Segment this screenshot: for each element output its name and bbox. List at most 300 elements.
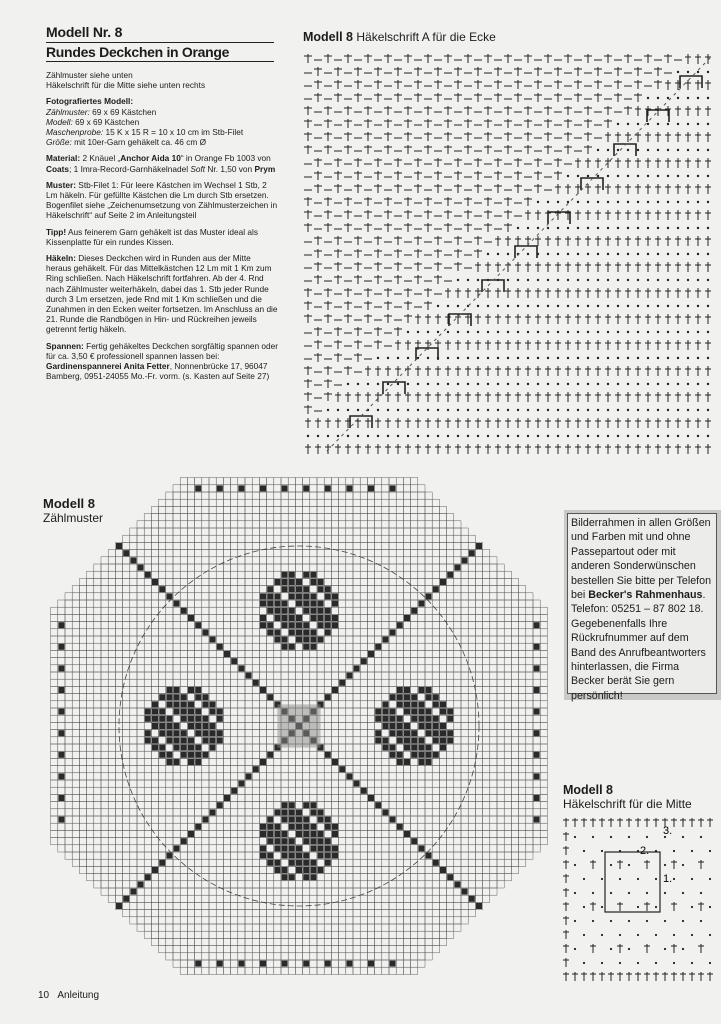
grid-cell <box>115 571 122 578</box>
grid-cell <box>223 607 230 614</box>
grid-cell <box>497 607 504 614</box>
grid-cell <box>447 593 454 600</box>
grid-cell <box>447 514 454 521</box>
grid-cell <box>259 708 266 715</box>
chain-dot <box>617 383 619 385</box>
chain-dot <box>457 383 459 385</box>
grid-cell <box>231 485 238 492</box>
grid-cell <box>367 751 374 758</box>
grid-cell <box>310 550 317 557</box>
grid-cell <box>245 737 252 744</box>
grid-cell <box>216 744 223 751</box>
grid-cell <box>331 499 338 506</box>
grid-cell <box>259 737 266 744</box>
grid-cell <box>130 823 137 830</box>
grid-cell <box>310 780 317 787</box>
grid-cell <box>216 787 223 794</box>
grid-cell <box>375 586 382 593</box>
grid-cell <box>274 550 281 557</box>
grid-cell <box>324 492 331 499</box>
chain-dot <box>657 227 659 229</box>
grid-cell <box>94 665 101 672</box>
grid-cell <box>497 658 504 665</box>
chain-dot <box>527 227 529 229</box>
grid-cell <box>101 758 108 765</box>
grid-cell <box>454 744 461 751</box>
chain-dot <box>407 331 409 333</box>
grid-cell <box>511 708 518 715</box>
grid-cell <box>432 506 439 513</box>
grid-cell <box>346 650 353 657</box>
grid-cell <box>324 499 331 506</box>
chain-dot <box>567 331 569 333</box>
chain-dot <box>497 253 499 255</box>
grid-cell <box>403 564 410 571</box>
grid-cell <box>259 607 266 614</box>
grid-cell <box>274 794 281 801</box>
grid-cell <box>519 679 526 686</box>
grid-cell <box>288 514 295 521</box>
grid-cell <box>209 794 216 801</box>
grid-cell <box>483 622 490 629</box>
grid-cell <box>317 564 324 571</box>
chain-dot <box>427 383 429 385</box>
grid-cell <box>490 571 497 578</box>
grid-cell <box>65 614 72 621</box>
chain-dot <box>687 123 689 125</box>
grid-cell <box>238 701 245 708</box>
grid-cell <box>504 730 511 737</box>
grid-cell <box>511 614 518 621</box>
grid-cell <box>483 751 490 758</box>
grid-cell <box>274 816 281 823</box>
grid-cell <box>202 478 209 485</box>
chain-dot <box>677 383 679 385</box>
grid-cell <box>403 629 410 636</box>
grid-cell <box>396 636 403 643</box>
grid-cell <box>79 629 86 636</box>
grid-cell <box>79 578 86 585</box>
grid-cell <box>202 787 209 794</box>
grid-cell <box>173 514 180 521</box>
grid-cell <box>151 521 158 528</box>
chain-dot <box>487 305 489 307</box>
grid-cell <box>79 794 86 801</box>
grid-cell <box>504 773 511 780</box>
grid-cell <box>180 636 187 643</box>
grid-cell <box>331 636 338 643</box>
grid-cell <box>187 514 194 521</box>
grid-cell <box>245 492 252 499</box>
photo-model-paragraph <box>46 96 278 147</box>
grid-cell <box>461 528 468 535</box>
grid-cell <box>324 528 331 535</box>
grid-cell <box>216 499 223 506</box>
grid-cell <box>65 787 72 794</box>
grid-cell <box>159 780 166 787</box>
grid-cell <box>425 766 432 773</box>
chain-dot <box>467 331 469 333</box>
corner-crochet-diagram <box>300 48 721 460</box>
grid-cell <box>519 802 526 809</box>
grid-cell <box>339 737 346 744</box>
grid-cell <box>245 823 252 830</box>
grid-cell <box>137 686 144 693</box>
grid-cell <box>346 550 353 557</box>
grid-cell <box>447 744 454 751</box>
grid-cell <box>151 802 158 809</box>
grid-cell <box>511 737 518 744</box>
grid-cell <box>418 578 425 585</box>
grid-cell <box>475 794 482 801</box>
grid-cell <box>209 643 216 650</box>
grid-cell <box>360 694 367 701</box>
grid-cell <box>238 658 245 665</box>
grid-cell <box>202 492 209 499</box>
grid-cell <box>346 708 353 715</box>
grid-cell <box>339 506 346 513</box>
grid-cell <box>483 780 490 787</box>
grid-cell <box>454 586 461 593</box>
grid-cell <box>245 730 252 737</box>
grid-cell <box>202 499 209 506</box>
grid-cell <box>475 636 482 643</box>
grid-cell <box>281 514 288 521</box>
grid-cell <box>123 744 130 751</box>
grid-cell <box>288 636 295 643</box>
grid-cell <box>411 586 418 593</box>
grid-cell <box>209 686 216 693</box>
grid-cell <box>360 485 367 492</box>
chain-dot <box>457 357 459 359</box>
grid-cell <box>115 823 122 830</box>
chain-dot <box>317 435 319 437</box>
grid-cell <box>375 758 382 765</box>
grid-cell <box>324 766 331 773</box>
grid-cell <box>202 564 209 571</box>
grid-cell <box>461 802 468 809</box>
chain-dot <box>587 383 589 385</box>
grid-cell <box>396 802 403 809</box>
grid-cell <box>87 823 94 830</box>
grid-cell <box>310 758 317 765</box>
grid-cell <box>403 492 410 499</box>
grid-cell <box>519 766 526 773</box>
grid-cell <box>411 478 418 485</box>
grid-cell <box>447 794 454 801</box>
grid-cell <box>360 715 367 722</box>
grid-cell <box>382 679 389 686</box>
grid-cell <box>310 499 317 506</box>
grid-cell <box>223 730 230 737</box>
zaehlmuster-label: Zählmuster: <box>46 106 90 117</box>
grid-cell <box>223 780 230 787</box>
grid-cell <box>144 766 151 773</box>
grid-cell <box>346 694 353 701</box>
grid-cell <box>137 535 144 542</box>
grid-cell <box>259 650 266 657</box>
grid-cell <box>216 722 223 729</box>
grid-cell <box>324 809 331 816</box>
grid-cell <box>310 485 317 492</box>
grid-cell <box>231 715 238 722</box>
grid-cell <box>382 542 389 549</box>
grid-cell <box>58 629 65 636</box>
grid-cell <box>72 758 79 765</box>
grid-cell <box>223 586 230 593</box>
grid-cell <box>137 730 144 737</box>
grid-cell <box>238 622 245 629</box>
grid-cell <box>339 571 346 578</box>
grid-cell <box>166 542 173 549</box>
grid-cell <box>432 686 439 693</box>
grid-cell <box>331 737 338 744</box>
grid-cell <box>346 751 353 758</box>
grid-cell <box>454 521 461 528</box>
grid-cell <box>382 557 389 564</box>
grid-cell <box>382 686 389 693</box>
grid-cell <box>65 816 72 823</box>
grid-cell <box>411 665 418 672</box>
grid-cell <box>295 499 302 506</box>
grid-cell <box>223 766 230 773</box>
grid-cell <box>87 802 94 809</box>
grid-cell <box>216 816 223 823</box>
grid-cell <box>231 514 238 521</box>
grid-cell <box>267 506 274 513</box>
chain-dot <box>617 279 619 281</box>
chain-dot <box>687 253 689 255</box>
grid-cell <box>180 564 187 571</box>
grid-cell <box>346 542 353 549</box>
grid-cell <box>396 593 403 600</box>
grid-cell <box>58 607 65 614</box>
grid-cell <box>79 643 86 650</box>
grid-cell <box>526 694 533 701</box>
grid-cell <box>173 607 180 614</box>
grid-cell <box>389 758 396 765</box>
grid-cell <box>533 758 540 765</box>
grid-cell <box>303 787 310 794</box>
grid-cell <box>353 499 360 506</box>
grid-cell <box>159 679 166 686</box>
grid-cell <box>475 629 482 636</box>
grid-cell <box>353 751 360 758</box>
grid-cell <box>411 492 418 499</box>
grid-cell <box>403 514 410 521</box>
grid-cell <box>468 809 475 816</box>
grid-cell <box>79 708 86 715</box>
corner-diagram-graphic <box>300 48 721 460</box>
grid-cell <box>94 787 101 794</box>
grid-cell <box>403 643 410 650</box>
grid-cell <box>382 578 389 585</box>
chain-dot <box>677 227 679 229</box>
grid-cell <box>259 499 266 506</box>
grid-cell <box>490 586 497 593</box>
grid-cell <box>475 650 482 657</box>
grid-cell <box>173 542 180 549</box>
grid-cell <box>295 643 302 650</box>
grid-cell <box>360 730 367 737</box>
chain-dot <box>517 305 519 307</box>
grid-cell <box>79 773 86 780</box>
grid-cell <box>468 535 475 542</box>
grid-cell <box>339 715 346 722</box>
grid-cell <box>166 679 173 686</box>
grid-cell <box>187 679 194 686</box>
grid-cell <box>173 629 180 636</box>
grid-cell <box>360 751 367 758</box>
chain-dot <box>667 357 669 359</box>
grid-cell <box>65 744 72 751</box>
corner-bracket <box>680 76 702 88</box>
grid-cell <box>425 571 432 578</box>
grid-cell <box>447 650 454 657</box>
grid-cell <box>151 751 158 758</box>
grid-cell <box>187 492 194 499</box>
grid-cell <box>382 593 389 600</box>
grid-cell <box>310 694 317 701</box>
grid-cell <box>295 571 302 578</box>
grid-cell <box>331 564 338 571</box>
grid-cell <box>159 802 166 809</box>
chain-dot <box>597 409 599 411</box>
grid-cell <box>418 650 425 657</box>
grid-cell <box>274 514 281 521</box>
grid-cell <box>367 694 374 701</box>
chain-dot <box>647 383 649 385</box>
grid-cell <box>180 672 187 679</box>
grid-cell <box>87 794 94 801</box>
maschenprobe-value: 15 K x 15 R = 10 x 10 cm im Stb-Filet <box>105 127 244 138</box>
grid-cell <box>432 521 439 528</box>
grid-cell <box>72 600 79 607</box>
grid-cell <box>432 593 439 600</box>
grid-cell <box>483 550 490 557</box>
grid-cell <box>533 672 540 679</box>
grid-cell <box>51 737 58 744</box>
grid-cell <box>303 679 310 686</box>
grid-cell <box>425 773 432 780</box>
grid-cell <box>303 506 310 513</box>
grid-cell <box>159 514 166 521</box>
grid-cell <box>274 672 281 679</box>
grid-cell <box>382 658 389 665</box>
grid-cell <box>403 550 410 557</box>
grid-cell <box>504 694 511 701</box>
chain-dot <box>687 201 689 203</box>
grid-cell <box>267 528 274 535</box>
grid-cell <box>173 658 180 665</box>
grid-cell <box>310 521 317 528</box>
grid-cell <box>497 715 504 722</box>
grid-cell <box>360 672 367 679</box>
grid-cell <box>151 787 158 794</box>
chain-dot <box>397 383 399 385</box>
grid-cell <box>108 665 115 672</box>
grid-cell <box>497 643 504 650</box>
grid-cell <box>166 802 173 809</box>
grid-cell <box>216 672 223 679</box>
grid-cell <box>339 550 346 557</box>
grid-cell <box>159 521 166 528</box>
grid-cell <box>475 658 482 665</box>
grid-cell <box>439 672 446 679</box>
grid-cell <box>526 794 533 801</box>
grid-cell <box>295 780 302 787</box>
grid-cell <box>137 586 144 593</box>
chain-dot <box>557 357 559 359</box>
grid-cell <box>209 665 216 672</box>
spannen-text: , Nonnenbrücke 17, 96047 Bamberg, 0951-24055 Mo.-Fr. vorm. (s. Kasten auf Seite 27) <box>46 361 270 382</box>
grid-cell <box>94 773 101 780</box>
grid-cell <box>353 506 360 513</box>
chain-dot <box>697 71 699 73</box>
grid-cell <box>331 643 338 650</box>
grid-cell <box>432 550 439 557</box>
grid-cell <box>418 614 425 621</box>
grid-cell <box>483 679 490 686</box>
grid-cell <box>475 744 482 751</box>
grid-cell <box>159 794 166 801</box>
grid-cell <box>389 650 396 657</box>
grid-cell <box>187 600 194 607</box>
grid-cell <box>238 593 245 600</box>
grid-cell <box>519 816 526 823</box>
grid-cell <box>454 636 461 643</box>
grid-cell <box>231 629 238 636</box>
grid-cell <box>353 607 360 614</box>
grid-cell <box>382 492 389 499</box>
grid-cell <box>367 600 374 607</box>
grid-cell <box>130 607 137 614</box>
grid-cell <box>331 650 338 657</box>
grid-cell <box>310 658 317 665</box>
grid-cell <box>353 586 360 593</box>
grid-cell <box>79 802 86 809</box>
chain-dot <box>597 331 599 333</box>
grid-cell <box>108 622 115 629</box>
grid-cell <box>259 514 266 521</box>
grid-cell <box>360 766 367 773</box>
grid-cell <box>252 802 259 809</box>
chain-dot <box>697 331 699 333</box>
grid-cell <box>202 636 209 643</box>
grid-cell <box>231 816 238 823</box>
grid-cell <box>389 542 396 549</box>
grid-cell <box>101 751 108 758</box>
grid-cell <box>94 571 101 578</box>
chart-caption: Zählmuster <box>43 511 104 525</box>
grid-cell <box>461 816 468 823</box>
grid-cell <box>432 571 439 578</box>
grid-cell <box>238 823 245 830</box>
grid-cell <box>288 658 295 665</box>
grid-cell <box>58 823 65 830</box>
grid-cell <box>195 701 202 708</box>
grid-cell <box>94 672 101 679</box>
grid-cell <box>202 802 209 809</box>
grid-cell <box>490 679 497 686</box>
grid-cell <box>288 751 295 758</box>
chain-dot <box>427 331 429 333</box>
chain-dot <box>607 383 609 385</box>
grid-cell <box>252 809 259 816</box>
grid-cell <box>216 521 223 528</box>
grid-cell <box>382 773 389 780</box>
grid-cell <box>324 773 331 780</box>
